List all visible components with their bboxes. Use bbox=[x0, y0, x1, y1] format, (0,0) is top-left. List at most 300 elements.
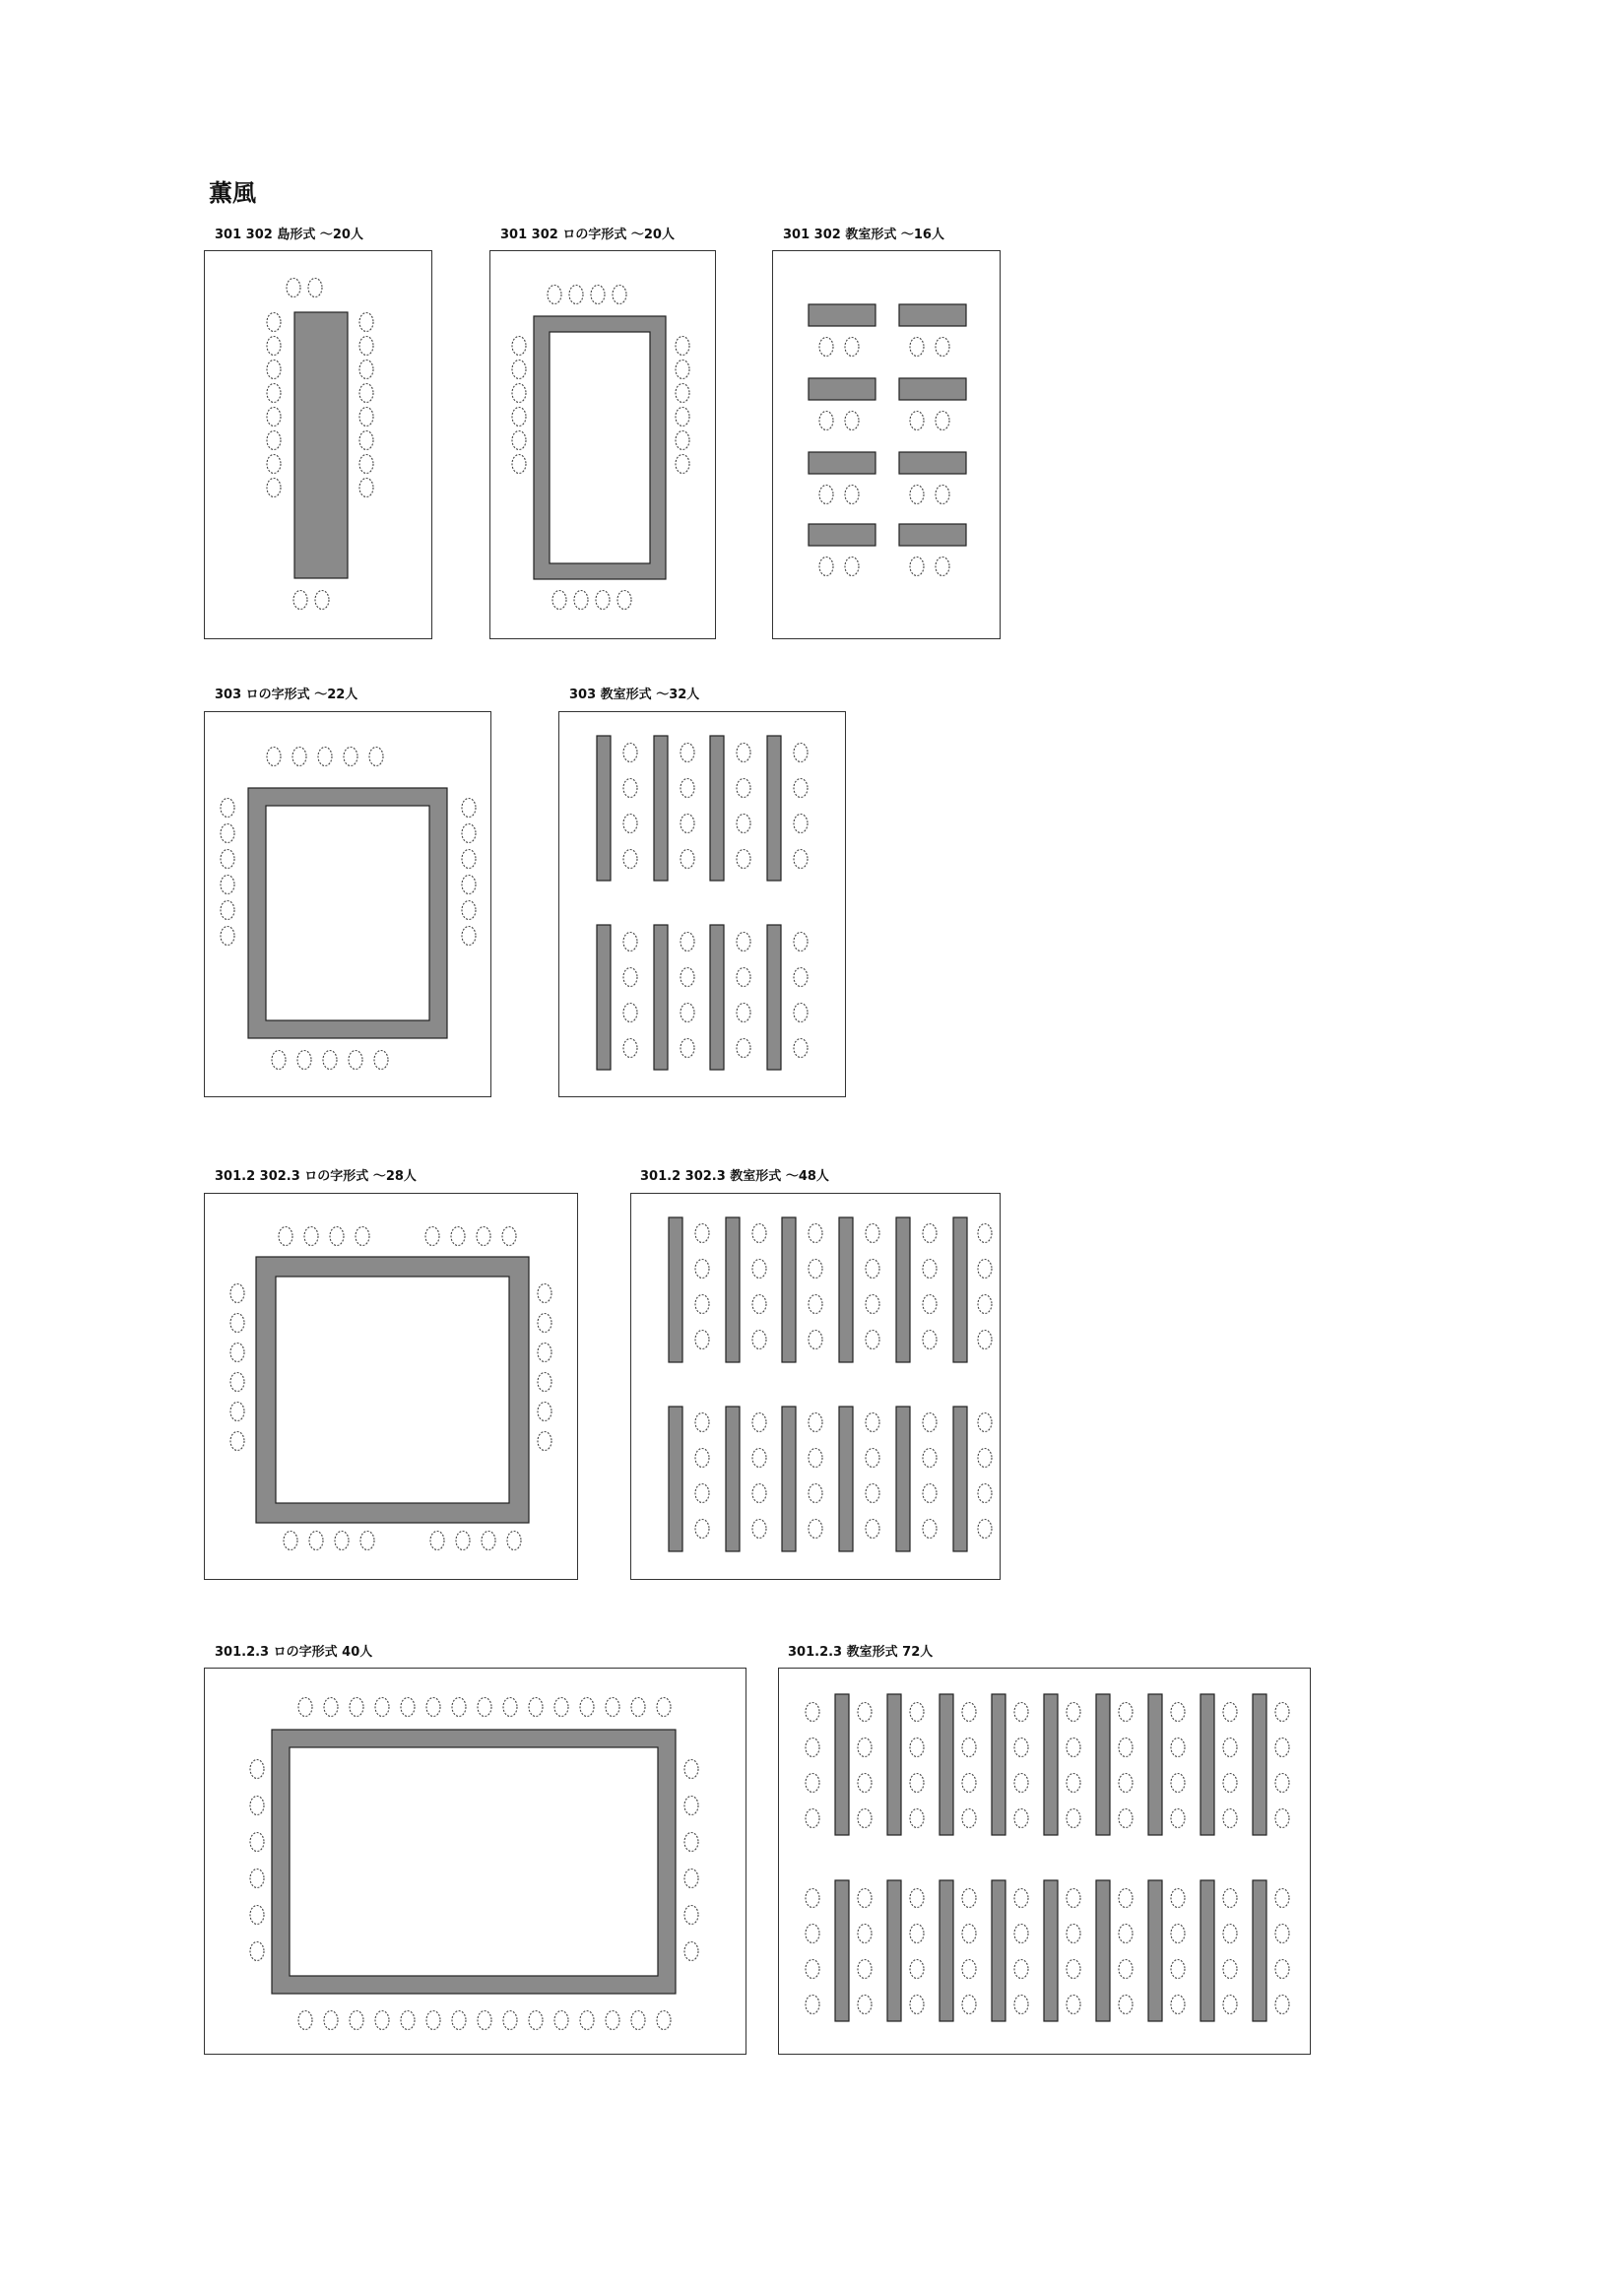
chair bbox=[657, 1698, 671, 1717]
chair bbox=[401, 2011, 415, 2030]
chair bbox=[794, 1039, 808, 1058]
chair bbox=[681, 815, 694, 833]
table bbox=[839, 1217, 853, 1362]
chair bbox=[695, 1331, 709, 1349]
table bbox=[597, 736, 611, 881]
chair bbox=[910, 1703, 924, 1722]
chair bbox=[330, 1227, 344, 1246]
room-diagram-7 bbox=[630, 1193, 1001, 1580]
chair bbox=[845, 338, 859, 357]
chair bbox=[451, 1227, 465, 1246]
layout-label-9: 301.2.3 教室形式 72人 bbox=[788, 1645, 934, 1660]
chair bbox=[752, 1295, 766, 1314]
chair bbox=[794, 779, 808, 798]
layout-label-2: 301 302 ロの字形式 ～20人 bbox=[500, 228, 675, 242]
chair bbox=[936, 338, 949, 357]
chair bbox=[315, 591, 329, 610]
chair bbox=[631, 1698, 645, 1717]
chair bbox=[737, 744, 750, 762]
layout-label-1: 301 302 島形式 ～20人 bbox=[215, 228, 363, 242]
chair bbox=[1171, 1703, 1185, 1722]
chair bbox=[267, 479, 281, 497]
table bbox=[899, 524, 966, 546]
chair bbox=[478, 1698, 491, 1717]
chair bbox=[512, 361, 526, 379]
chair bbox=[681, 1039, 694, 1058]
table bbox=[654, 925, 668, 1070]
chair bbox=[845, 412, 859, 430]
chair bbox=[962, 1960, 976, 1979]
chair bbox=[617, 591, 631, 610]
room-diagram-5 bbox=[558, 711, 846, 1097]
chair bbox=[737, 779, 750, 798]
chair bbox=[221, 927, 234, 946]
chair bbox=[1014, 1738, 1028, 1757]
table bbox=[767, 736, 781, 881]
table bbox=[839, 1407, 853, 1551]
chair bbox=[809, 1295, 822, 1314]
chair bbox=[962, 1703, 976, 1722]
chair bbox=[684, 1942, 698, 1961]
chair bbox=[1067, 1738, 1080, 1757]
chair bbox=[752, 1224, 766, 1243]
floor-plan-3 bbox=[773, 251, 1002, 640]
chair bbox=[752, 1449, 766, 1468]
chair bbox=[359, 479, 373, 497]
chair bbox=[684, 1797, 698, 1815]
chair bbox=[1014, 1774, 1028, 1793]
chair bbox=[752, 1260, 766, 1279]
table bbox=[809, 452, 875, 474]
chair bbox=[1014, 1703, 1028, 1722]
chair bbox=[866, 1413, 879, 1432]
chair bbox=[1014, 1960, 1028, 1979]
chair bbox=[819, 412, 833, 430]
chair bbox=[910, 1960, 924, 1979]
table bbox=[782, 1407, 796, 1551]
chair bbox=[936, 558, 949, 576]
table bbox=[597, 925, 611, 1070]
chair bbox=[1067, 1925, 1080, 1943]
layout-label-7: 301.2 302.3 教室形式 ～48人 bbox=[640, 1169, 829, 1184]
chair bbox=[684, 1833, 698, 1852]
floor-plan-5 bbox=[559, 712, 847, 1098]
chair bbox=[569, 286, 583, 304]
table bbox=[1044, 1880, 1058, 2021]
chair bbox=[359, 337, 373, 356]
chair bbox=[230, 1373, 244, 1392]
chair bbox=[369, 748, 383, 766]
chair bbox=[359, 313, 373, 332]
chair bbox=[978, 1260, 992, 1279]
chair bbox=[1119, 1774, 1133, 1793]
chair bbox=[1275, 1960, 1289, 1979]
chair bbox=[623, 933, 637, 951]
chair bbox=[866, 1260, 879, 1279]
chair bbox=[845, 486, 859, 504]
chair bbox=[978, 1331, 992, 1349]
table bbox=[1253, 1694, 1266, 1835]
chair bbox=[910, 1996, 924, 2014]
table bbox=[887, 1694, 901, 1835]
chair bbox=[962, 1738, 976, 1757]
chair bbox=[866, 1295, 879, 1314]
chair bbox=[962, 1925, 976, 1943]
chair bbox=[350, 1698, 363, 1717]
chair bbox=[910, 412, 924, 430]
chair bbox=[809, 1520, 822, 1539]
chair bbox=[681, 968, 694, 987]
chair bbox=[910, 338, 924, 357]
table bbox=[953, 1217, 967, 1362]
chair bbox=[806, 1996, 819, 2014]
table-opening bbox=[276, 1277, 509, 1503]
chair bbox=[676, 455, 689, 474]
chair bbox=[923, 1295, 937, 1314]
chair bbox=[809, 1484, 822, 1503]
chair bbox=[1275, 1774, 1289, 1793]
chair bbox=[503, 1698, 517, 1717]
chair bbox=[462, 901, 476, 920]
chair bbox=[335, 1532, 349, 1550]
chair bbox=[503, 2011, 517, 2030]
table bbox=[992, 1880, 1005, 2021]
chair bbox=[676, 408, 689, 426]
chair bbox=[375, 1698, 389, 1717]
chair bbox=[462, 824, 476, 843]
chair bbox=[978, 1449, 992, 1468]
chair bbox=[538, 1344, 551, 1362]
chair bbox=[375, 2011, 389, 2030]
chair bbox=[936, 412, 949, 430]
chair bbox=[267, 384, 281, 403]
chair bbox=[1223, 1889, 1237, 1908]
chair bbox=[923, 1484, 937, 1503]
chair bbox=[462, 850, 476, 869]
chair bbox=[623, 1004, 637, 1022]
floor-plan-1 bbox=[205, 251, 433, 640]
chair bbox=[1223, 1809, 1237, 1828]
chair bbox=[606, 2011, 619, 2030]
chair bbox=[221, 901, 234, 920]
chair bbox=[657, 2011, 671, 2030]
chair bbox=[359, 408, 373, 426]
chair bbox=[695, 1520, 709, 1539]
chair bbox=[538, 1432, 551, 1451]
chair bbox=[910, 1774, 924, 1793]
chair bbox=[1223, 1738, 1237, 1757]
chair bbox=[548, 286, 561, 304]
chair bbox=[221, 876, 234, 894]
chair bbox=[737, 1039, 750, 1058]
chair bbox=[324, 1698, 338, 1717]
chair bbox=[1014, 1925, 1028, 1943]
chair bbox=[512, 455, 526, 474]
chair bbox=[1275, 1889, 1289, 1908]
chair bbox=[910, 1889, 924, 1908]
chair bbox=[529, 2011, 543, 2030]
chair bbox=[681, 779, 694, 798]
chair bbox=[298, 1698, 312, 1717]
chair bbox=[858, 1774, 872, 1793]
chair bbox=[737, 815, 750, 833]
chair bbox=[359, 455, 373, 474]
chair bbox=[809, 1331, 822, 1349]
chair bbox=[809, 1260, 822, 1279]
table bbox=[940, 1880, 953, 2021]
chair bbox=[910, 1738, 924, 1757]
room-diagram-1 bbox=[204, 250, 432, 639]
chair bbox=[866, 1331, 879, 1349]
chair bbox=[809, 1224, 822, 1243]
chair bbox=[1171, 1925, 1185, 1943]
chair bbox=[309, 1532, 323, 1550]
chair bbox=[1275, 1703, 1289, 1722]
table bbox=[896, 1217, 910, 1362]
chair bbox=[359, 431, 373, 450]
chair bbox=[1275, 1996, 1289, 2014]
chair bbox=[866, 1224, 879, 1243]
chair bbox=[323, 1051, 337, 1070]
chair bbox=[538, 1314, 551, 1333]
chair bbox=[1119, 1925, 1133, 1943]
chair bbox=[1067, 1960, 1080, 1979]
chair bbox=[623, 1039, 637, 1058]
chair bbox=[858, 1889, 872, 1908]
chair bbox=[574, 591, 588, 610]
chair bbox=[676, 361, 689, 379]
chair bbox=[1275, 1809, 1289, 1828]
chair bbox=[1171, 1996, 1185, 2014]
chair bbox=[806, 1738, 819, 1757]
chair bbox=[359, 361, 373, 379]
table bbox=[899, 378, 966, 400]
chair bbox=[1223, 1703, 1237, 1722]
chair bbox=[279, 1227, 292, 1246]
chair bbox=[623, 850, 637, 869]
chair bbox=[1119, 1703, 1133, 1722]
chair bbox=[681, 1004, 694, 1022]
chair bbox=[806, 1925, 819, 1943]
table bbox=[809, 304, 875, 326]
chair bbox=[923, 1449, 937, 1468]
chair bbox=[538, 1403, 551, 1421]
table bbox=[726, 1407, 740, 1551]
chair bbox=[606, 1698, 619, 1717]
chair bbox=[858, 1738, 872, 1757]
floor-plan-6 bbox=[205, 1194, 579, 1581]
chair bbox=[923, 1224, 937, 1243]
chair bbox=[477, 1227, 490, 1246]
chair bbox=[267, 748, 281, 766]
chair bbox=[292, 748, 306, 766]
table bbox=[809, 378, 875, 400]
room-diagram-2 bbox=[489, 250, 716, 639]
chair bbox=[866, 1484, 879, 1503]
chair bbox=[858, 1960, 872, 1979]
chair bbox=[580, 2011, 594, 2030]
floor-plan-4 bbox=[205, 712, 492, 1098]
chair bbox=[623, 968, 637, 987]
chair bbox=[425, 1227, 439, 1246]
chair bbox=[1171, 1809, 1185, 1828]
chair bbox=[1171, 1889, 1185, 1908]
chair bbox=[1119, 1996, 1133, 2014]
chair bbox=[554, 1698, 568, 1717]
chair bbox=[462, 799, 476, 818]
chair bbox=[304, 1227, 318, 1246]
chair bbox=[737, 850, 750, 869]
chair bbox=[923, 1331, 937, 1349]
chair bbox=[695, 1260, 709, 1279]
chair bbox=[978, 1484, 992, 1503]
chair bbox=[962, 1996, 976, 2014]
chair bbox=[613, 286, 626, 304]
layout-label-3: 301 302 教室形式 ～16人 bbox=[783, 228, 944, 242]
chair bbox=[267, 455, 281, 474]
chair bbox=[230, 1344, 244, 1362]
chair bbox=[1171, 1738, 1185, 1757]
chair bbox=[794, 744, 808, 762]
chair bbox=[230, 1284, 244, 1303]
chair bbox=[752, 1331, 766, 1349]
table bbox=[1096, 1694, 1110, 1835]
chair bbox=[737, 968, 750, 987]
chair bbox=[752, 1413, 766, 1432]
floor-plan-9 bbox=[779, 1669, 1312, 2056]
table bbox=[669, 1407, 682, 1551]
chair bbox=[502, 1227, 516, 1246]
chair bbox=[359, 384, 373, 403]
table bbox=[899, 452, 966, 474]
chair bbox=[374, 1051, 388, 1070]
table bbox=[1148, 1880, 1162, 2021]
chair bbox=[737, 933, 750, 951]
chair bbox=[267, 408, 281, 426]
chair bbox=[806, 1774, 819, 1793]
table bbox=[1200, 1880, 1214, 2021]
chair bbox=[681, 850, 694, 869]
chair bbox=[752, 1520, 766, 1539]
chair bbox=[297, 1051, 311, 1070]
chair bbox=[1171, 1960, 1185, 1979]
chair bbox=[866, 1449, 879, 1468]
room-diagram-9 bbox=[778, 1668, 1311, 2055]
chair bbox=[552, 591, 566, 610]
chair bbox=[1119, 1738, 1133, 1757]
table bbox=[710, 736, 724, 881]
chair bbox=[293, 591, 307, 610]
chair bbox=[596, 591, 610, 610]
chair bbox=[267, 361, 281, 379]
chair bbox=[858, 1703, 872, 1722]
chair bbox=[1067, 1774, 1080, 1793]
chair bbox=[267, 337, 281, 356]
chair bbox=[250, 1906, 264, 1925]
layout-label-5: 303 教室形式 ～32人 bbox=[569, 688, 700, 702]
table bbox=[1200, 1694, 1214, 1835]
chair bbox=[809, 1449, 822, 1468]
chair bbox=[1119, 1889, 1133, 1908]
chair bbox=[806, 1889, 819, 1908]
chair bbox=[1223, 1996, 1237, 2014]
chair bbox=[681, 933, 694, 951]
table bbox=[726, 1217, 740, 1362]
chair bbox=[676, 431, 689, 450]
chair bbox=[676, 337, 689, 356]
chair bbox=[936, 486, 949, 504]
chair bbox=[1067, 1809, 1080, 1828]
chair bbox=[221, 850, 234, 869]
table-opening bbox=[550, 332, 650, 563]
chair bbox=[923, 1260, 937, 1279]
chair bbox=[978, 1413, 992, 1432]
chair bbox=[623, 779, 637, 798]
chair bbox=[737, 1004, 750, 1022]
chair bbox=[512, 337, 526, 356]
chair bbox=[752, 1484, 766, 1503]
chair bbox=[806, 1703, 819, 1722]
chair bbox=[1119, 1809, 1133, 1828]
room-diagram-8 bbox=[204, 1668, 746, 2055]
chair bbox=[478, 2011, 491, 2030]
layout-label-6: 301.2 302.3 ロの字形式 ～28人 bbox=[215, 1169, 417, 1184]
chair bbox=[250, 1797, 264, 1815]
chair bbox=[452, 2011, 466, 2030]
chair bbox=[1171, 1774, 1185, 1793]
chair bbox=[230, 1403, 244, 1421]
chair bbox=[923, 1413, 937, 1432]
chair bbox=[250, 1760, 264, 1779]
chair bbox=[318, 748, 332, 766]
chair bbox=[695, 1295, 709, 1314]
chair bbox=[794, 815, 808, 833]
table bbox=[782, 1217, 796, 1362]
table bbox=[835, 1880, 849, 2021]
chair bbox=[806, 1960, 819, 1979]
chair bbox=[794, 933, 808, 951]
table-opening bbox=[266, 806, 429, 1020]
chair bbox=[462, 927, 476, 946]
chair bbox=[819, 338, 833, 357]
chair bbox=[1014, 1889, 1028, 1908]
table bbox=[1253, 1880, 1266, 2021]
chair bbox=[360, 1532, 374, 1550]
chair bbox=[344, 748, 357, 766]
chair bbox=[324, 2011, 338, 2030]
room-diagram-3 bbox=[772, 250, 1001, 639]
chair bbox=[684, 1906, 698, 1925]
table bbox=[809, 524, 875, 546]
chair bbox=[845, 558, 859, 576]
chair bbox=[631, 2011, 645, 2030]
chair bbox=[512, 384, 526, 403]
table bbox=[1044, 1694, 1058, 1835]
table bbox=[899, 304, 966, 326]
chair bbox=[858, 1809, 872, 1828]
floor-plan-7 bbox=[631, 1194, 1002, 1581]
table bbox=[767, 925, 781, 1070]
chair bbox=[529, 1698, 543, 1717]
chair bbox=[923, 1520, 937, 1539]
chair bbox=[819, 486, 833, 504]
chair bbox=[806, 1809, 819, 1828]
chair bbox=[512, 431, 526, 450]
chair bbox=[962, 1809, 976, 1828]
chair bbox=[676, 384, 689, 403]
chair bbox=[350, 2011, 363, 2030]
chair bbox=[910, 486, 924, 504]
